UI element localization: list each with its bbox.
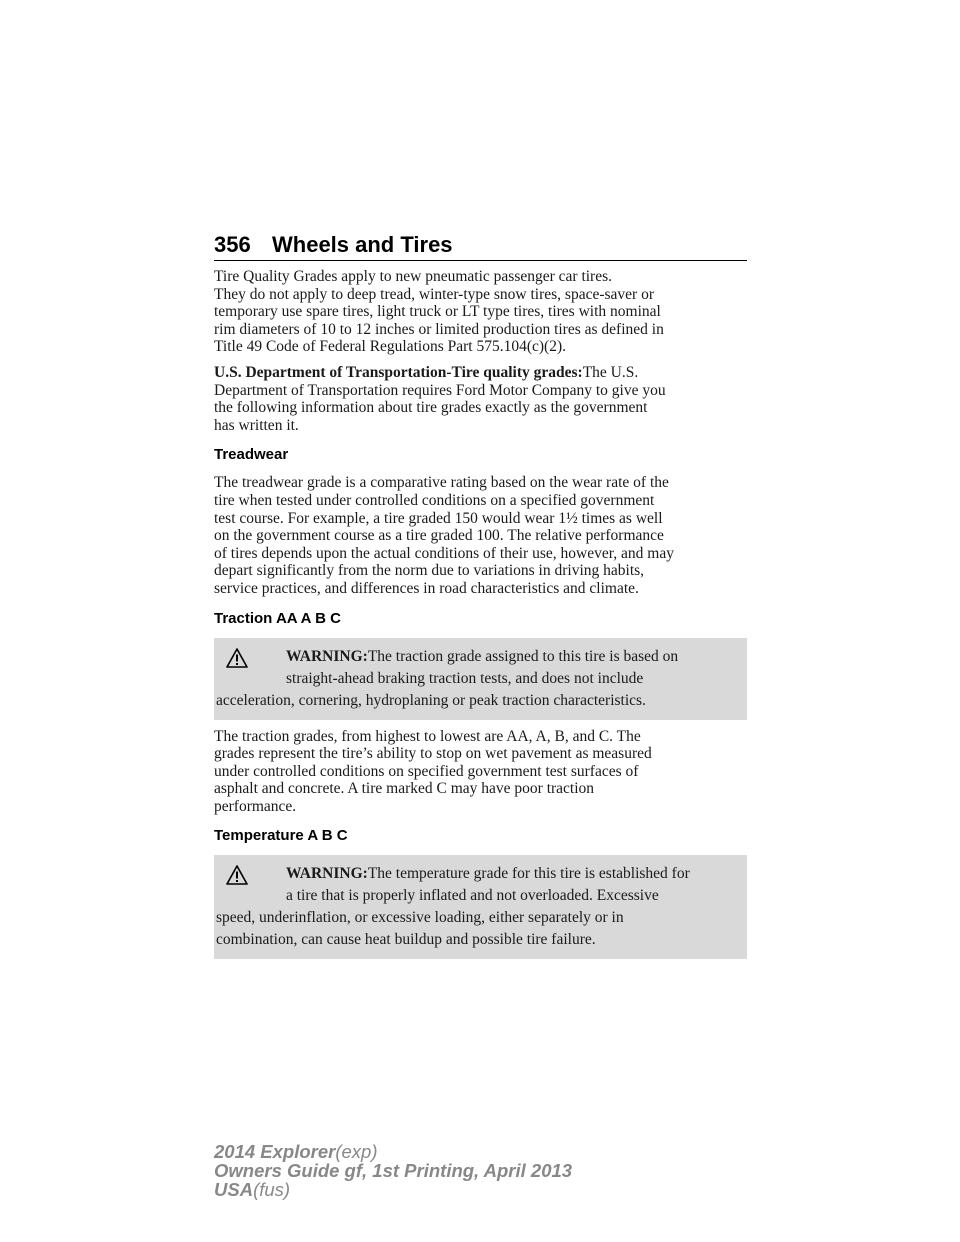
text-line: under controlled conditions on specified government test surfaces of — [214, 762, 639, 780]
text-line: temporary use spare tires, light truck or LT type tires, tires with nominal — [214, 303, 661, 321]
text-line: test course. For example, a tire graded 150 would wear 1½ times as well — [214, 509, 663, 527]
text-line: The treadwear grade is a comparative rating based on the wear rate of the — [214, 474, 669, 492]
page-number: 356 — [214, 232, 251, 257]
footer-line — [214, 1142, 572, 1161]
text-line: service practices, and differences in road characteristics and climate. — [214, 579, 639, 597]
warning-first-line: The temperature grade for this tire is established for — [367, 865, 690, 883]
warning-line: combination, can cause heat buildup and possible tire failure. — [216, 931, 596, 949]
text-line: the following information about tire grades exactly as the government — [214, 399, 648, 417]
intro-paragraph — [214, 268, 747, 356]
footer-line — [214, 1180, 572, 1199]
warning-triangle-icon — [226, 865, 248, 885]
warning-line: speed, underinflation, or excessive loading, either separately or in — [216, 909, 624, 927]
traction-heading: Traction AA A B C — [214, 609, 341, 627]
footer-guide-info: Owners Guide gf, 1st Printing, April 2013 — [214, 1160, 573, 1181]
treadwear-heading: Treadwear — [214, 446, 289, 464]
page-content — [214, 268, 747, 967]
traction-paragraph — [214, 728, 747, 816]
temperature-warning-box — [214, 855, 747, 959]
text-line: grades represent the tire’s ability to stop on wet pavement as measured — [214, 745, 652, 763]
text-line: tire when tested under controlled conditions on a specified government — [214, 491, 655, 509]
traction-warning-box — [214, 638, 747, 720]
text-line: performance. — [214, 797, 297, 815]
text-line: Department of Transportation requires Ford Motor Company to give you — [214, 381, 666, 399]
text-line — [214, 364, 747, 382]
text-line: The traction grades, from highest to lowest are AA, A, B, and C. The — [214, 727, 641, 745]
text-line: rim diameters of 10 to 12 inches or limited production tires as defined in — [214, 320, 664, 338]
dot-paragraph — [214, 364, 747, 434]
page-footer — [214, 1142, 572, 1199]
footer-model: 2014 Explorer — [214, 1141, 336, 1162]
dot-first-line-rest: The U.S. — [582, 363, 639, 381]
temperature-heading: Temperature A B C — [214, 827, 348, 845]
page-header — [214, 232, 747, 261]
text-line: asphalt and concrete. A tire marked C may have poor traction — [214, 780, 595, 798]
warning-line — [244, 646, 737, 668]
text-line: Tire Quality Grades apply to new pneumatic passenger car tires. — [214, 268, 613, 285]
warning-line — [244, 863, 737, 885]
footer-market-code: (fus) — [253, 1179, 291, 1200]
warning-first-line: The traction grade assigned to this tire is based on — [367, 647, 679, 665]
text-line: Title 49 Code of Federal Regulations Part 575.104(c)(2). — [214, 338, 566, 356]
warning-label: WARNING: — [286, 865, 368, 883]
section-title: Wheels and Tires — [272, 232, 453, 257]
warning-line: straight-ahead braking traction tests, and does not include — [286, 669, 644, 687]
warning-line: a tire that is properly inflated and not overloaded. Excessive — [286, 887, 659, 905]
warning-label: WARNING: — [286, 647, 368, 665]
warning-line: acceleration, cornering, hydroplaning or peak traction characteristics. — [216, 691, 646, 709]
footer-model-code: (exp) — [335, 1141, 378, 1162]
warning-triangle-icon — [226, 648, 248, 668]
text-line: They do not apply to deep tread, winter-type snow tires, space-saver or — [214, 285, 655, 303]
text-line: of tires depends upon the actual conditions of their use, however, and may — [214, 544, 674, 562]
treadwear-paragraph — [214, 474, 747, 597]
dot-bold-label: U.S. Department of Transportation-Tire quality grades: — [214, 363, 583, 381]
text-line: on the government course as a tire graded 100. The relative performance — [214, 527, 664, 545]
footer-market: USA — [214, 1179, 254, 1200]
text-line: has written it. — [214, 416, 299, 434]
text-line: depart significantly from the norm due to variations in driving habits, — [214, 562, 645, 580]
